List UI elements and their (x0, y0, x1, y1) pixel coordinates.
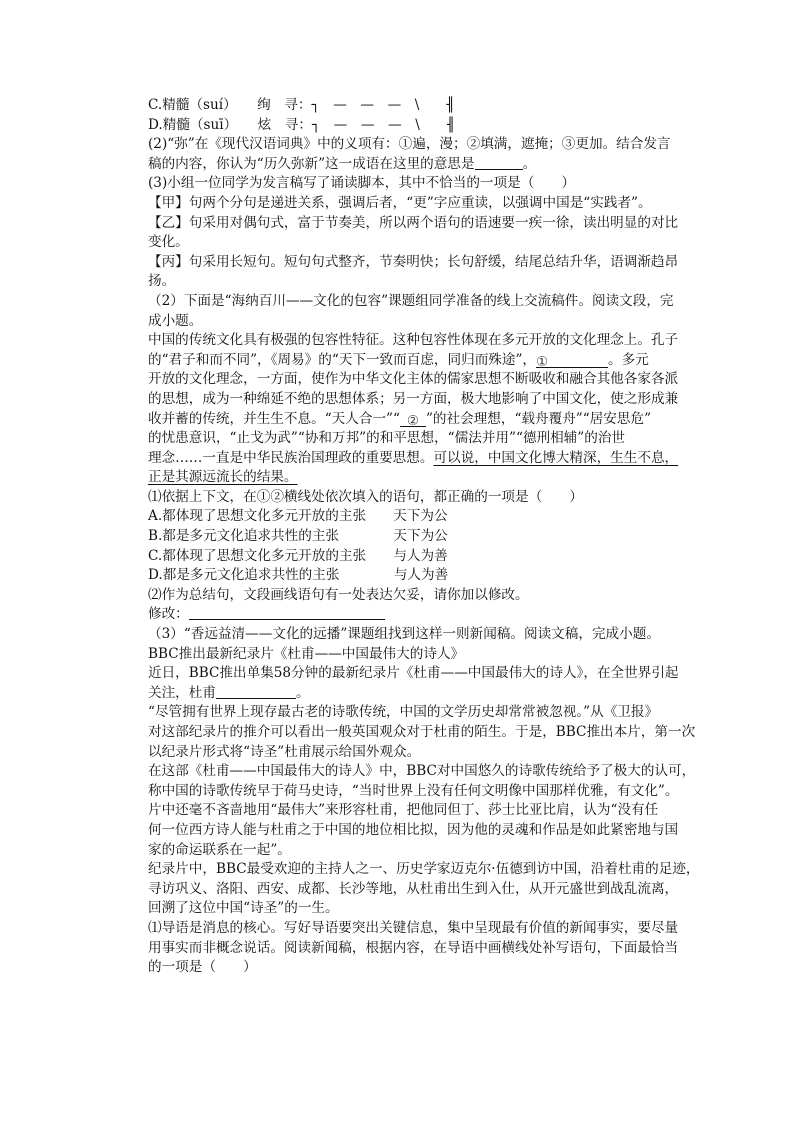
choice-c[interactable]: C.都体现了思想文化多元开放的主张 与人为善 (148, 547, 448, 564)
item-yi-line-2: 变化。 (148, 234, 189, 251)
revision-blank[interactable] (189, 605, 385, 620)
question-2-line-1: (2)“弥”在《现代汉语词典》中的义项有：①遍，漫；②填满，遮掩；③更加。结合发言 (148, 136, 671, 153)
underlined-sentence-part-2: 正是其源远流长的结果。 (148, 469, 298, 486)
item-bing-line-2: 扬。 (148, 273, 176, 290)
text-line-2: 的“君子和而不同”，《周易》的“天下一致而百虑，同归而殊途”，① 。多元 (148, 351, 649, 370)
news-line-8: 片中还毫不吝啬地用“最伟大”来形容杜甫，把他同但丁、莎士比亚比肩，认为“没有任 (148, 802, 659, 819)
news-line-3: “尽管拥有世界上现存最古老的诗歌传统，中国的文学历史却常常被忽视。”从《卫报》 (148, 704, 659, 721)
question-2-line-2: 稿的内容，你认为“历久弥新”这一成语在这里的意思是 。 (148, 155, 537, 172)
item-yi-line-1: 【乙】句采用对偶句式，富于节奏美，所以两个语句的语速要一疾一徐，读出明显的对比 (148, 214, 679, 231)
text-line-8 (148, 468, 708, 488)
news-line-7: 称中国的诗歌传统早于荷马史诗，“当时世界上没有任何文明像中国那样优雅，有文化”。 (148, 782, 679, 799)
item-bing-line-1: 【丙】句采用长短句。短句句式整齐，节奏明快；长句舒缓，结尾总结升华，语调渐趋昂 (148, 253, 679, 270)
option-c: C.精髓（suí） 绚 寻：┐ — — — \ ╢ (148, 97, 455, 113)
question-3-1-line-3: 的一项是（ ） (148, 959, 257, 976)
news-line-6: 在这部《杜甫——中国最伟大的诗人》中，BBC对中国悠久的诗歌传统给予了极大的认可， (148, 763, 696, 780)
choice-d[interactable]: D.都是多元文化追求共性的主张 与人为善 (148, 567, 449, 584)
question-3-1-line-1: ⑴导语是消息的核心。写好导语要突出关键信息，集中呈现最有价值的新闻事实，要尽量 (148, 919, 679, 936)
underlined-sentence-part-1: 可以说，中国文化博大精深，生生不息， (433, 449, 679, 466)
news-line-4: 对这部纪录片的推介可以看出一般英国观众对于杜甫的陌生。于是，BBC推出本片，第一次 (148, 724, 696, 740)
answer-blank[interactable] (475, 155, 523, 170)
passage-2-intro-1: （2）下面是“海纳百川——文化的包容”课题组同学准备的线上交流稿件。阅读文段，完 (148, 292, 674, 309)
news-line-13: 回溯了这位中国“诗圣”的一生。 (148, 900, 339, 917)
news-line-5: 以纪录片形式将“诗圣”杜甫展示给国外观众。 (148, 743, 421, 760)
lead-blank[interactable] (216, 684, 296, 699)
question-2-2: ⑵作为总结句，文段画线语句有一处表达欠妥，请你加以修改。 (148, 586, 529, 603)
choice-b[interactable]: B.都是多元文化追求共性的主张 天下为公 (148, 528, 448, 545)
news-line-12: 寻访巩义、洛阳、西安、成都、长沙等地，从杜甫出生到入仕，从开元盛世到战乱流离， (148, 880, 679, 897)
text-line-7: 理念……一直是中华民族治国理政的重要思想。可以说，中国文化博大精深，生生不息， (148, 449, 679, 466)
passage-3-intro: （3）“香远益清——文化的远播”课题组找到这样一则新闻稿。阅读文稿，完成小题。 (148, 626, 660, 643)
blank-1[interactable]: ① (536, 353, 608, 368)
option-d: D.精髓（suī） 炫 寻：┐ — — — \ ╢ (148, 116, 456, 133)
text-line-5: 收并蓄的传统，并生生不息。“天人合一”“ ② ”的社会理想，“载舟覆舟”“居安思危” (148, 410, 652, 429)
text-line-1: 中国的传统文化具有极强的包容性特征。这种包容性体现在多元开放的文化理念上。孔子 (148, 332, 679, 349)
question-3: (3)小组一位同学为发言稿写了诵读脚本，其中不恰当的一项是（ ） (148, 175, 576, 192)
news-line-9: 何一位西方诗人能与杜甫之于中国的地位相比拟，因为他的灵魂和作品是如此紧密地与国 (148, 821, 679, 838)
item-jia: 【甲】句两个分句是递进关系，强调后者，“更”字应重读，以强调中国是“实践者”。 (148, 194, 652, 211)
text-line-3: 开放的文化理念，一方面，使作为中华文化主体的儒家思想不断吸收和融合其他各家各派 (148, 371, 679, 388)
news-line-2: 关注，杜甫 。 (148, 684, 310, 701)
news-line-1: 近日，BBC推出单集58分钟的最新纪录片《杜甫——中国最伟大的诗人》，在全世界引起 (148, 665, 679, 682)
text-line-6: 的忧患意识，“止戈为武”“协和万邦”的和平思想，“儒法并用”“德刑相辅”的治世 (148, 430, 626, 447)
choice-a[interactable]: A.都体现了思想文化多元开放的主张 天下为公 (148, 508, 448, 525)
document-page (148, 96, 708, 978)
news-line-10: 家的命运联系在一起”。 (148, 841, 291, 858)
question-3-1-line-2: 用事实而非概念说话。阅读新闻稿，根据内容，在导语中画横线处补写语句，下面最恰当 (148, 939, 679, 956)
news-title: BBC推出最新纪录片《杜甫——中国最伟大的诗人》 (148, 645, 465, 662)
news-line-11: 纪录片中，BBC最受欢迎的主持人之一、历史学家迈克尔·伍德到访中国，沿着杜甫的足迹， (148, 861, 700, 878)
text-line-4: 的思想，成为一种绵延不绝的思想体系；另一方面，极大地影响了中国文化，使之形成兼 (148, 390, 679, 407)
passage-2-intro-2: 成小题。 (148, 312, 203, 329)
revision-line: 修改： (148, 605, 708, 625)
question-2-1: ⑴依据上下文，在①②横线处依次填入的语句，都正确的一项是（ ） (148, 488, 583, 505)
blank-2[interactable]: ② (400, 412, 426, 427)
